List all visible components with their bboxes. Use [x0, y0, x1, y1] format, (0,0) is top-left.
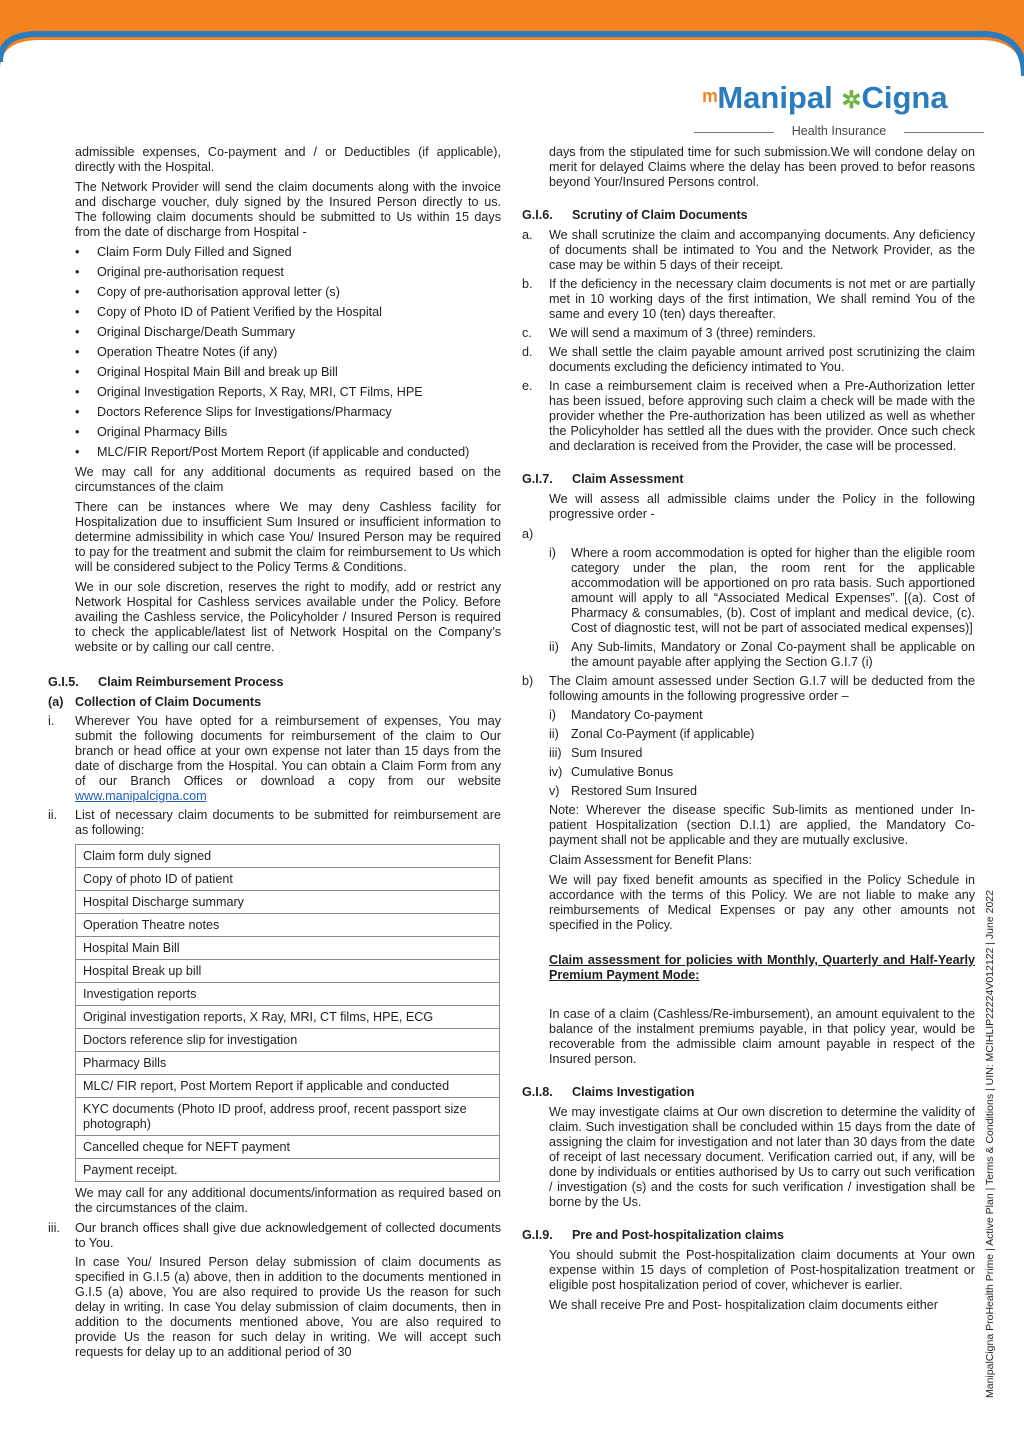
item-text: Wherever You have opted for a reimbursement of expenses, You may submit the following documents for reimbursement of the claim to Our branch or head office at your own expense not later than 15 days from the date of discharge from the Hospital. You can obtain a Claim Form from any of our Branch Offices or download a copy from our website — [75, 714, 501, 788]
paragraph: The Network Provider will send the claim documents along with the invoice and discharge voucher, duly signed by the Insured Person directly to us. The following claim documents should be submitted to Us within 15 days from the date of discharge from Hospital - — [75, 180, 501, 239]
table-cell: Hospital Main Bill — [76, 937, 500, 960]
list-item: • Copy of Photo ID of Patient Verified by the Hospital — [48, 305, 501, 320]
table-cell: Cancelled cheque for NEFT payment — [76, 1136, 500, 1159]
table-row — [76, 1159, 500, 1182]
table-row — [76, 868, 500, 891]
item-text: We shall scrutinize the claim and accompanying documents. Any deficiency of documents shall be intimated to You and the Network Provider, as the case may be within 5 days of their receipt. — [549, 228, 975, 272]
table-cell: MLC/ FIR report, Post Mortem Report if applicable and conducted — [76, 1075, 500, 1098]
item-mark: iv) — [549, 765, 563, 779]
table-cell: Original investigation reports, X Ray, MRI, CT films, HPE, ECG — [76, 1006, 500, 1029]
table-row — [76, 1075, 500, 1098]
benefit-plans-title: Claim Assessment for Benefit Plans: — [549, 853, 752, 867]
section-title: Claim Assessment — [572, 472, 684, 486]
section-title: Claim Reimbursement Process — [98, 675, 284, 689]
item-text: Where a room accommodation is opted for higher than the eligible room category under the plan, the room rent for the applicable accommodation will be apportioned on pro rata basis. Such apportioned amount will apply to all “Associated Medical Expenses”. [(a). Cost of Pharmacy & consumables, (b). Cost of implant and medical device, (c). Cost of diagnostic test, will not be part of associated medical expenses)] — [571, 546, 975, 635]
list-item — [522, 546, 975, 636]
section-number: G.I.6. — [522, 208, 553, 222]
paragraph: There can be instances where We may deny Cashless facility for Hospitalization due to insufficient Sum Insured or insufficient information to determine admissibility in which case You/ Insured Person may be required to pay for the treatment and submit the claim for reimbursement to Us which will be considered subject to the Policy Terms & Conditions. — [75, 500, 501, 574]
list-item: • Claim Form Duly Filled and Signed — [48, 245, 501, 260]
table-cell: Operation Theatre notes — [76, 914, 500, 937]
table-cell: Payment receipt. — [76, 1159, 500, 1182]
paragraph: In case of a claim (Cashless/Re-imbursement), an amount equivalent to the balance of the instalment premiums payable, in that policy year, would be recoverable from the admissible claim amount payable in respect of the Insured person. — [549, 1007, 975, 1066]
list-item — [522, 727, 975, 742]
tree-mark: ✲ — [841, 87, 862, 114]
list-item: • MLC/FIR Report/Post Mortem Report (if applicable and conducted) — [48, 445, 501, 460]
paragraph: We in our sole discretion, reserves the right to modify, add or restrict any Network Hospital for Cashless services available under the Policy. Before availing the Cashless service, the Policyholder / Insured Person is required to check the applicable/latest list of Network Hospital on the Company’s website or by calling our call centre. — [75, 580, 501, 654]
list-item — [522, 277, 975, 322]
paragraph: We will assess all admissible claims under the Policy in the following progressive order - — [549, 492, 975, 521]
list-item — [522, 784, 975, 799]
paragraph: We shall receive Pre and Post- hospitalization claim documents either — [549, 1298, 938, 1312]
item-text: Mandatory Co-payment — [571, 708, 703, 722]
table-cell: Hospital Discharge summary — [76, 891, 500, 914]
brand-cigna: Cigna — [861, 80, 948, 115]
paragraph: admissible expenses, Co-payment and / or Deductibles (if applicable), directly with the Hospital. — [75, 145, 501, 174]
item-text: Any Sub-limits, Mandatory or Zonal Co-payment shall be applicable on the amount payable after applying the Section G.I.7 (i) — [571, 640, 975, 669]
table-row — [76, 891, 500, 914]
list-item: • Original Pharmacy Bills — [48, 425, 501, 440]
section-title: Claims Investigation — [572, 1085, 695, 1099]
subsection-heading — [48, 695, 501, 710]
item-i — [48, 714, 501, 804]
item-text: Our branch offices shall give due acknowledgement of collected documents to You. — [75, 1221, 501, 1250]
item-ii — [48, 808, 501, 838]
list-item — [522, 345, 975, 375]
paragraph: In case You/ Insured Person delay submission of claim documents as specified in G.I.5 (a) above, then in addition to the documents mentioned in G.I.5 (a) above, You are also required to provide Us the reason for such delay in writing. In case You delay submission of claim documents, then in addition to the documents mentioned above, You are also required to provide Us the reason for such delay in writing. We will accept such requests for delay up to an additional period of 30 — [75, 1255, 501, 1359]
section-number: G.I.5. — [48, 675, 79, 689]
table-cell: Hospital Break up bill — [76, 960, 500, 983]
table-row — [76, 937, 500, 960]
paragraph: We will pay fixed benefit amounts as specified in the Policy Schedule in accordance with the terms of this Policy. We are not liable to make any reimbursements of Medical Expenses or pay any other amounts not specified in the Policy. — [549, 873, 975, 932]
section-title: Scrutiny of Claim Documents — [572, 208, 748, 222]
item-mark: i) — [549, 708, 556, 722]
list-item — [522, 379, 975, 454]
item-mark: iii) — [549, 746, 562, 760]
table-row — [76, 1052, 500, 1075]
brand-subtitle: Health Insurance — [694, 124, 984, 139]
paragraph: We may investigate claims at Our own discretion to determine the validity of claim. Such investigation shall be concluded within 15 days from the date of assigning the claim for investigation and not later than 30 days from the date of receipt of last necessary document. Verification carried out, if any, will be done by individuals or entities authorised by Us to carry out such verification / investigation (s) and the costs for such verification / investigation shall be borne by the Us. — [549, 1105, 975, 1209]
section-heading-g-i-9 — [522, 1228, 975, 1243]
table-cell: Claim form duly signed — [76, 845, 500, 868]
section-heading-g-i-6 — [522, 208, 975, 223]
paragraph: We may call for any additional documents as required based on the circumstances of the claim — [75, 465, 501, 494]
logo-manipal-prefix: ᵐ — [702, 84, 718, 114]
item-a — [522, 527, 975, 542]
item-text: In case a reimbursement claim is received when a Pre-Authorization letter has been issued, before approving such claim a check will be made with the provider whether the Pre-authorization has been utilized as well as whether the Policyholder has settled all the dues with the provider. Once such check and declaration is received from the Provider, the case will be processed. — [549, 379, 975, 453]
item-text: If the deficiency in the necessary claim documents is not met or are partially met in 10 working days of the first intimation, We shall remind You of the same and every 10 (ten) days thereafter. — [549, 277, 975, 321]
item-iii — [48, 1221, 501, 1251]
paragraph: You should submit the Post-hospitalization claim documents at Your own expense within 15 days of completion of Post-hospitalization treatment or eligible post hospitalization period of cover, whichever is earlier. — [549, 1248, 975, 1292]
list-item — [522, 228, 975, 273]
item-mark: e. — [522, 379, 533, 393]
item-text: Cumulative Bonus — [571, 765, 674, 779]
right-column — [522, 145, 975, 1318]
table-row — [76, 960, 500, 983]
item-b — [522, 674, 975, 704]
item-text: The Claim amount assessed under Section G.I.7 will be deducted from the following amounts in the following progressive order – — [549, 674, 975, 703]
table-cell: KYC documents (Photo ID proof, address proof, recent passport size photograph) — [76, 1098, 500, 1136]
table-row — [76, 1006, 500, 1029]
list-item: • Original pre-authorisation request — [48, 265, 501, 280]
table-cell: Copy of photo ID of patient — [76, 868, 500, 891]
section-title: Pre and Post-hospitalization claims — [572, 1228, 785, 1242]
item-mark: ii) — [549, 727, 559, 741]
paragraph: We may call for any additional documents/information as required based on the circumstances of the claim. — [75, 1186, 501, 1215]
table-cell: Investigation reports — [76, 983, 500, 1006]
item-text: We shall settle the claim payable amount arrived post scrutinizing the claim documents excluding the deficiency intimated to You. — [549, 345, 975, 374]
item-mark: c. — [522, 326, 532, 340]
item-mark: a. — [522, 228, 533, 242]
manipal-cigna-logo — [694, 78, 986, 144]
list-item: • Original Investigation Reports, X Ray, MRI, CT Films, HPE — [48, 385, 501, 400]
table-row — [76, 1136, 500, 1159]
list-item — [522, 765, 975, 780]
item-mark: b. — [522, 277, 533, 291]
paragraph: days from the stipulated time for such submission.We will condone delay on merit for delayed Claims where the delay has been proved to befor reasons beyond Your/Insured Persons control. — [549, 145, 975, 189]
section-number: G.I.8. — [522, 1085, 553, 1099]
section-heading-g-i-7 — [522, 472, 975, 487]
item-mark: b) — [522, 674, 534, 688]
section-heading-g-i-5 — [48, 675, 501, 690]
claim-documents-list — [48, 245, 501, 460]
table-row — [76, 1029, 500, 1052]
table-cell: Doctors reference slip for investigation — [76, 1029, 500, 1052]
item-mark: ii. — [48, 808, 58, 822]
section-number: G.I.9. — [522, 1228, 553, 1242]
monthly-premium-heading: Claim assessment for policies with Monthly, Quarterly and Half-Yearly Premium Payment Mode: — [549, 953, 975, 982]
claim-documents-table — [75, 844, 500, 1182]
item-text: Restored Sum Insured — [571, 784, 697, 798]
item-text: Sum Insured — [571, 746, 643, 760]
table-row — [76, 983, 500, 1006]
item-mark: v) — [549, 784, 560, 798]
table-row — [76, 845, 500, 868]
list-item — [522, 746, 975, 761]
item-mark: d. — [522, 345, 533, 359]
item-mark: ii) — [549, 640, 559, 654]
subsection-title: Collection of Claim Documents — [75, 695, 262, 709]
subsection-mark: (a) — [48, 695, 64, 709]
table-cell: Pharmacy Bills — [76, 1052, 500, 1075]
list-item: • Operation Theatre Notes (if any) — [48, 345, 501, 360]
item-text: List of necessary claim documents to be submitted for reimbursement are as following: — [75, 808, 501, 837]
section-number: G.I.7. — [522, 472, 553, 486]
item-mark: iii. — [48, 1221, 60, 1235]
table-row — [76, 914, 500, 937]
website-link[interactable]: www.manipalcigna.com — [75, 789, 207, 803]
item-mark: i) — [549, 546, 556, 560]
list-item — [522, 326, 975, 341]
list-item: • Doctors Reference Slips for Investigations/Pharmacy — [48, 405, 501, 420]
list-item: • Original Discharge/Death Summary — [48, 325, 501, 340]
list-item: • Copy of pre-authorisation approval letter (s) — [48, 285, 501, 300]
item-mark: a) — [522, 527, 534, 541]
note-paragraph: Note: Wherever the disease specific Sub-limits as mentioned under In-patient Hospitalization (section D.I.1) are applied, the Mandatory Co-payment shall not be applicable and they are mutually exclusive. — [549, 803, 975, 847]
section-heading-g-i-8 — [522, 1085, 975, 1100]
list-item — [522, 640, 975, 670]
table-row — [76, 1098, 500, 1136]
item-mark: i. — [48, 714, 55, 728]
list-item — [522, 708, 975, 723]
item-text: Zonal Co-Payment (if applicable) — [571, 727, 755, 741]
vertical-footer-text: ManipalCigna ProHealth Prime | Active Plan | Terms & Conditions | UIN: MCIHLIP22224V012122 | June 2022 — [984, 890, 996, 1398]
item-text: We will send a maximum of 3 (three) reminders. — [549, 326, 817, 340]
list-item: • Original Hospital Main Bill and break up Bill — [48, 365, 501, 380]
left-column — [48, 145, 501, 1365]
brand-manipal: Manipal — [717, 80, 833, 115]
